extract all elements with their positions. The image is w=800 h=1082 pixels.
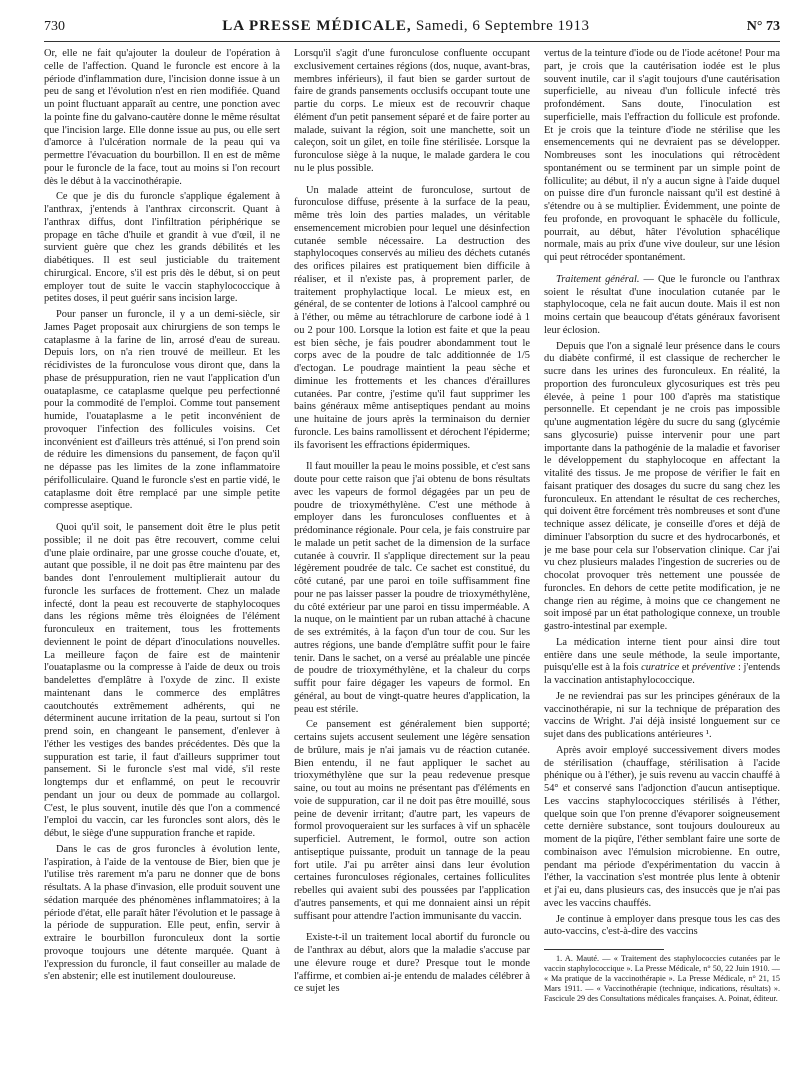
article-columns [44, 48, 780, 1080]
paragraph: Dans le cas de gros furoncles à évolution lente, l'aspiration, à l'aide de la ventouse de Bier, bien que je l'utilise très rarement m'a paru ne donner que de bons résultats. A la phase d'invasion, elle produit souvent une sédation marquée des phénomènes inflammatoires; à la période d'état, elle paraît hâter l'évolution et le passage à la période de suppuration. Elle peut, enfin, servir à extraire le bourbillon furonculeux dont la sortie provoque toujours une détente marquée. Quant à l'expression du furoncle, il faut conseiller au malade de s'en abstenir; elle est inutilement douloureuse. [44, 843, 280, 983]
footnote-divider [544, 949, 664, 950]
footnote: 1. A. Mauté. — « Traitement des staphylococcies cutanées par le vaccin staphylococcique ». La Presse Médicale, n° 50, 22 Juin 1910. — « Ma pratique de la vaccinothérapie ». La Presse Médicale, n° 21, 15 Mars 1911. — « Vaccinothérapie (technique, indications, résultats) ». Fascicule 29 des Consultations médicales françaises. A. Poinat, éditeur. [544, 954, 780, 1003]
paragraph: Depuis que l'on a signalé leur présence dans le cours du diabète confirmé, il est classique de rechercher le sucre dans les urines des furonculeux. En réalité, la proportion des furonculeux glycosuriques est très peu élevée, à peine 1 pour 100 d'après ma statistique personnelle. Et cependant je ne crois pas impossible qu'une augmentation légère du sucre du sang (glycémie sans glycosurie) puisse intervenir pour une part importante dans la pathogénie de la maladie et favoriser le développement du staphylocoque en affectant la vitalité des tissus. Je me propose de vérifier le fait en faisant pratiquer des dosages du sucre du sang chez les furonculeux. En attendant le résultat de ces recherches, qui doivent être forcément très nombreuses et sont d'une technique assez délicate, je conseille d'ores et déjà de diminuer l'absorption du sucre et des hydrocarbonés, et je me base pour cela sur l'observation clinique. Car j'ai vu chez plusieurs malades l'ingestion de sucreries ou de chocolat provoquer très nettement une poussée de furoncles. En dehors de cette petite modification, je ne change rien au régime, à moins que ce changement ne soit imposé par un état pathologique connexe, un trouble gastro-intestinal par exemple. [544, 340, 780, 632]
paragraph: Ce pansement est généralement bien supporté; certains sujets accusent seulement une légère sensation de brûlure, mais je n'ai jamais vu de réaction cutanée. Bien entendu, il ne faut appliquer le sachet au trioxyméthylène que sur la peau redevenue presque saine, ou tout au moins ne présentant pas d'éléments en voie de suppuration, car il ne doit pas être mouillé, sous peine de devenir irritant; d'autre part, les vapeurs de formol provoqueraient sur les surfaces à vif un sphacèle superficiel. Autrement, le formol, outre son action antiseptique puissante, produit un tannage de la peau fort utile. J'ai pu arrêter ainsi dans leur évolution certaines furonculoses régionales, certaines folliculites rebelles qui avaient subi des poussées par l'application d'autres pansements, et qui me donnaient ainsi un répit suffisant pour attendre l'action immunisante du vaccin. [294, 719, 530, 922]
paragraph-text: La médication interne tient pour ainsi dire tout entière dans une seule méthode, la seule importante, puisqu'elle est à la fois [544, 636, 780, 674]
paragraph: Je ne reviendrai pas sur les principes généraux de la vaccinothérapie, ni sur la technique de préparation des vaccins de Wright. J'ai déjà insisté longuement sur ce sujet dans des publications antérieures ¹. [544, 690, 780, 740]
masthead [222, 18, 589, 35]
journal-title: LA PRESSE MÉDICALE, [222, 18, 412, 34]
paragraph: Après avoir employé successivement divers modes de stérilisation (chauffage, stérilisation à l'acide phénique ou à l'éther), je suis revenu au vaccin chauffé à 54° et conservé sans l'adjonction d'aucun antiseptique. Les vaccins staphylococciques stérilisés à l'éther, quelque soin que l'on prenne d'évaporer soigneusement cette dernière substance, sont toujours douloureux au moment de la piqûre, l'éther semblant faire une sorte de combinaison avec l'émulsion microbienne. En outre, pendant ma période d'expérimentation du vaccin à l'éther, la vaccination s'est montrée plus lente à obtenir et j'ai eu, dans plusieurs cas, des insuccès que je n'ai pas avec les vaccins chauffés. [544, 744, 780, 909]
column-1 [44, 48, 280, 1080]
paragraph: Quoi qu'il soit, le pansement doit être le plus petit possible; il ne doit pas être recouvert, comme celui d'une plaie ordinaire, par une grosse couche d'ouate, et, autant que possible, il ne doit pas être maintenu par des bandes dont l'enroulement multiplierait autour du furoncle les surfaces de frottement. Chez un malade infecté, dont la peau est recouverte de staphylocoques dans les régions même très éloignées de l'élément furonculeux en traitement, tous les frottements deviennent le point de départ d'inoculations nouvelles. La meilleure façon de faire est de maintenir l'ouataplasme ou la compresse à l'aide de deux ou trois bandelettes d'emplâtre à l'oxyde de zinc. Il existe maintenant dans le commerce des emplâtres caoutchoutés extrêmement adhérents, qui ne déterminent aucune irritation de la peau, surtout si l'on prend soin, en changeant le pansement, d'enlever à l'éther les vestiges des bandes précédentes. Dès que la suppuration est tarie, il faut d'ailleurs supprimer tout pansement. Si le furoncle s'est mal vidé, s'il reste longtemps dur et enflammé, on peut le recouvrir pendant un jour ou deux de pommade au collargol. C'est, le plus souvent, inutile dès que l'on a commencé l'emploi du vaccin, car les furoncles sont alors, dès le début, le siège d'une suppuration franche et rapide. [44, 522, 280, 839]
paragraph: Un malade atteint de furonculose, surtout de furonculose diffuse, présente à la surface de la peau, même très loin des parties malades, un véritable ensemencement microbien pour lequel une désinfection cutanée semble nécessaire. La destruction des staphylocoques conservés au milieu des déchets cutanés des orifices pilaires est pratiquement bien difficile à réaliser, et il n'existe pas, à proprement parler, de traitement prophylactique local. Le mieux est, en général, de se contenter de lotions à l'alcool camphré ou à l'éther, ou même au tétrachlorure de carbone iodé à 1 ou 2 pour 100. Lorsque la lotion est faite et que la peau est bien sèche, je fais poudrer abondamment tout le corps avec de la poudre de talc additionnée de 1/5 d'ectogan. Le poudrage maintient la peau sèche et diminue les frottements et les chances d'éraillures cutanées. Par contre, j'estime qu'il faut supprimer les bains généraux même antiseptiques pendant au moins une huitaine de jours après la terminaison du dernier furoncle. Les bains ramollissent et dérochent l'épiderme; ils favorisent les effractions épidermiques. [294, 184, 530, 451]
paragraph: Ce que je dis du furoncle s'applique également à l'anthrax, j'entends à l'anthrax circonscrit. Quant à l'anthrax diffus, dont l'infiltration périphérique se propage en tâche d'huile et grandit à vue d'œil, il ne survient guère que chez les grands débilités et les diabétiques. Il est seul justiciable du traitement chirurgical. Encore, s'il est pris dès le début, si on peut employer tout de suite le vaccin staphylococcique à petites doses, il peut guérir sans incision large. [44, 191, 280, 305]
column-2 [294, 48, 530, 1080]
paragraph-text: : j'entends la vaccination antistaphylococcique. [544, 662, 780, 686]
section-heading: Traitement général. [556, 273, 640, 285]
paragraph: Lorsqu'il s'agit d'une furonculose confluente occupant exclusivement certaines régions (dos, nuque, avant-bras, membres inférieurs), il faut bien se garder surtout de faire de grands pansements occlusifs occupant toute une partie du corps. Le mieux est de recouvrir chaque élément d'un petit pansement séparé et de faire porter au malade, suivant la région, soit une manchette, soit un caleçon, soit un gilet, en toile fine stérilisée. Lorsque la furonculose siège à la nuque, le malade gardera le cou nu le plus possible. [294, 48, 530, 174]
paragraph: Or, elle ne fait qu'ajouter la douleur de l'opération à celle de l'affection. Quand le furoncle est encore à la période d'inflammation dure, l'incision donne issue à un peu de sang et l'évolution n'est en rien modifiée. Quand un point fluctuant apparaît au centre, une ponction avec la pointe fine du galvano-cautère donne le même résultat que l'incision large. Elle donne issue au pus, ou elle sert d'amorce à l'ulcération normale de la peau qui va permettre l'évacuation du bourbillon. Il en est de même pour le furoncle de la face, tout au moins si l'on recourt dès le début à la vaccinothérapie. [44, 48, 280, 187]
page-header [44, 18, 780, 42]
issue-number: N° 73 [746, 19, 780, 34]
paragraph: Pour panser un furoncle, il y a un demi-siècle, sir James Paget proposait aux chirurgiens de son temps le cataplasme à la farine de lin, arrosé d'eau de sureau. Depuis lors, on n'a rien trouvé de meilleur. Et les récidivistes de la furonculose vous diront que, dans la phase de présuppuration, rien ne vaut l'application d'un ouataplasme, ce cataplasme quelque peu perfectionné pour la commodité de l'emploi. Comme tout pansement humide, l'ouataplasme a le petit inconvénient de provoquer l'infection des follicules voisins. Cet inconvénient est d'ailleurs très atténué, si l'on prend soin de réduire les dimensions du pansement, de façon qu'il ne dépasse pas les limites de la zone inflammatoire périfolliculaire. Quand le furoncle s'est en partie vidé, le cataplasme doit être remplacé par une simple petite compresse aseptique. [44, 309, 280, 512]
issue-date: Samedi, 6 Septembre 1913 [415, 18, 590, 34]
paragraph-text: et [679, 662, 693, 674]
paragraph: Je continue à employer dans presque tous les cas des auto-vaccins, c'est-à-dire des vaccins [544, 913, 780, 938]
paragraph: vertus de la teinture d'iode ou de l'iode acétone! Pour ma part, je crois que la cautérisation iodée est le plus souvent inutile, car il s'agit toujours d'une cautérisation superficielle, au niveau d'un follicule infecté très profondément. Sans doute, l'inoculation est superficielle, mais l'effraction du follicule est profonde. Et je crois que la teinture d'iode ne stérilise que les ensemencements qui ne devraient pas se développer. Nombreuses sont les inoculations qui rétrocèdent spontanément ou se terminent par un simple point de folliculite; au début, il n'y a aucun signe à l'aide duquel on puisse dire d'un furoncle naissant qu'il est destiné à s'étendre ou à se multiplier. Évidemment, une pointe de feu profonde, en provoquant le sphacèle du follicule, pourrait, au début, hâter l'évolution sphacélique normale, mais au prix d'une vive douleur, sur une lésion qui peut rétrocéder spontanément. [544, 48, 780, 263]
emphasis: préventive [692, 662, 736, 674]
paragraph-text: — Que le furoncle ou l'anthrax soient le résultat d'une inoculation cutanée par le staphylocoque, cela ne fait aucun doute. Mais il est non moins certain que beaucoup d'états généraux favorisent leur éclosion. [544, 273, 780, 336]
paragraph [544, 274, 780, 338]
column-3 [544, 48, 780, 1080]
emphasis: curatrice [641, 662, 680, 674]
paragraph [544, 637, 780, 688]
page-number: 730 [44, 19, 65, 34]
paragraph: Existe-t-il un traitement local abortif du furoncle ou de l'anthrax au début, alors que la maladie s'accuse par une élevure rouge et dure? Presque tout le monde l'affirme, et combien ai-je entendu de malades célébrer à ce sujet les [294, 932, 530, 995]
paragraph: Il faut mouiller la peau le moins possible, et c'est sans doute pour cette raison que j'ai obtenu de bons résultats avec les vapeurs de formol dégagées par un peu de poudre de trioxyméthylène. C'est une méthode à employer dans les furonculoses confluentes et à prédominance régionale. Pour cela, je fais construire par le malade un petit sachet de la dimension de la surface cutanée à couvrir. Il s'applique directement sur la peau légèrement poudrée de talc. Ce sachet est constitué, du côté cutané, par une paroi en toile suffisamment fine pour ne pas laisser passer la poudre de trioxyméthylène, du côté extérieur par une paroi en tissu imperméable. A la nuque, on le maintient par un ruban attaché à chacune de ses extrémités, à la façon d'un tour de cou. Sur les autres régions, une bande d'emplâtre suffit pour le faire tenir. Dans le sachet, on a versé au préalable une pincée de poudre de trioxyméthylène, et la chaleur du corps suffit pour faire dégager les vapeurs de formol. En général, au bout de vingt-quatre heures d'application, la peau est stérile. [294, 461, 530, 715]
